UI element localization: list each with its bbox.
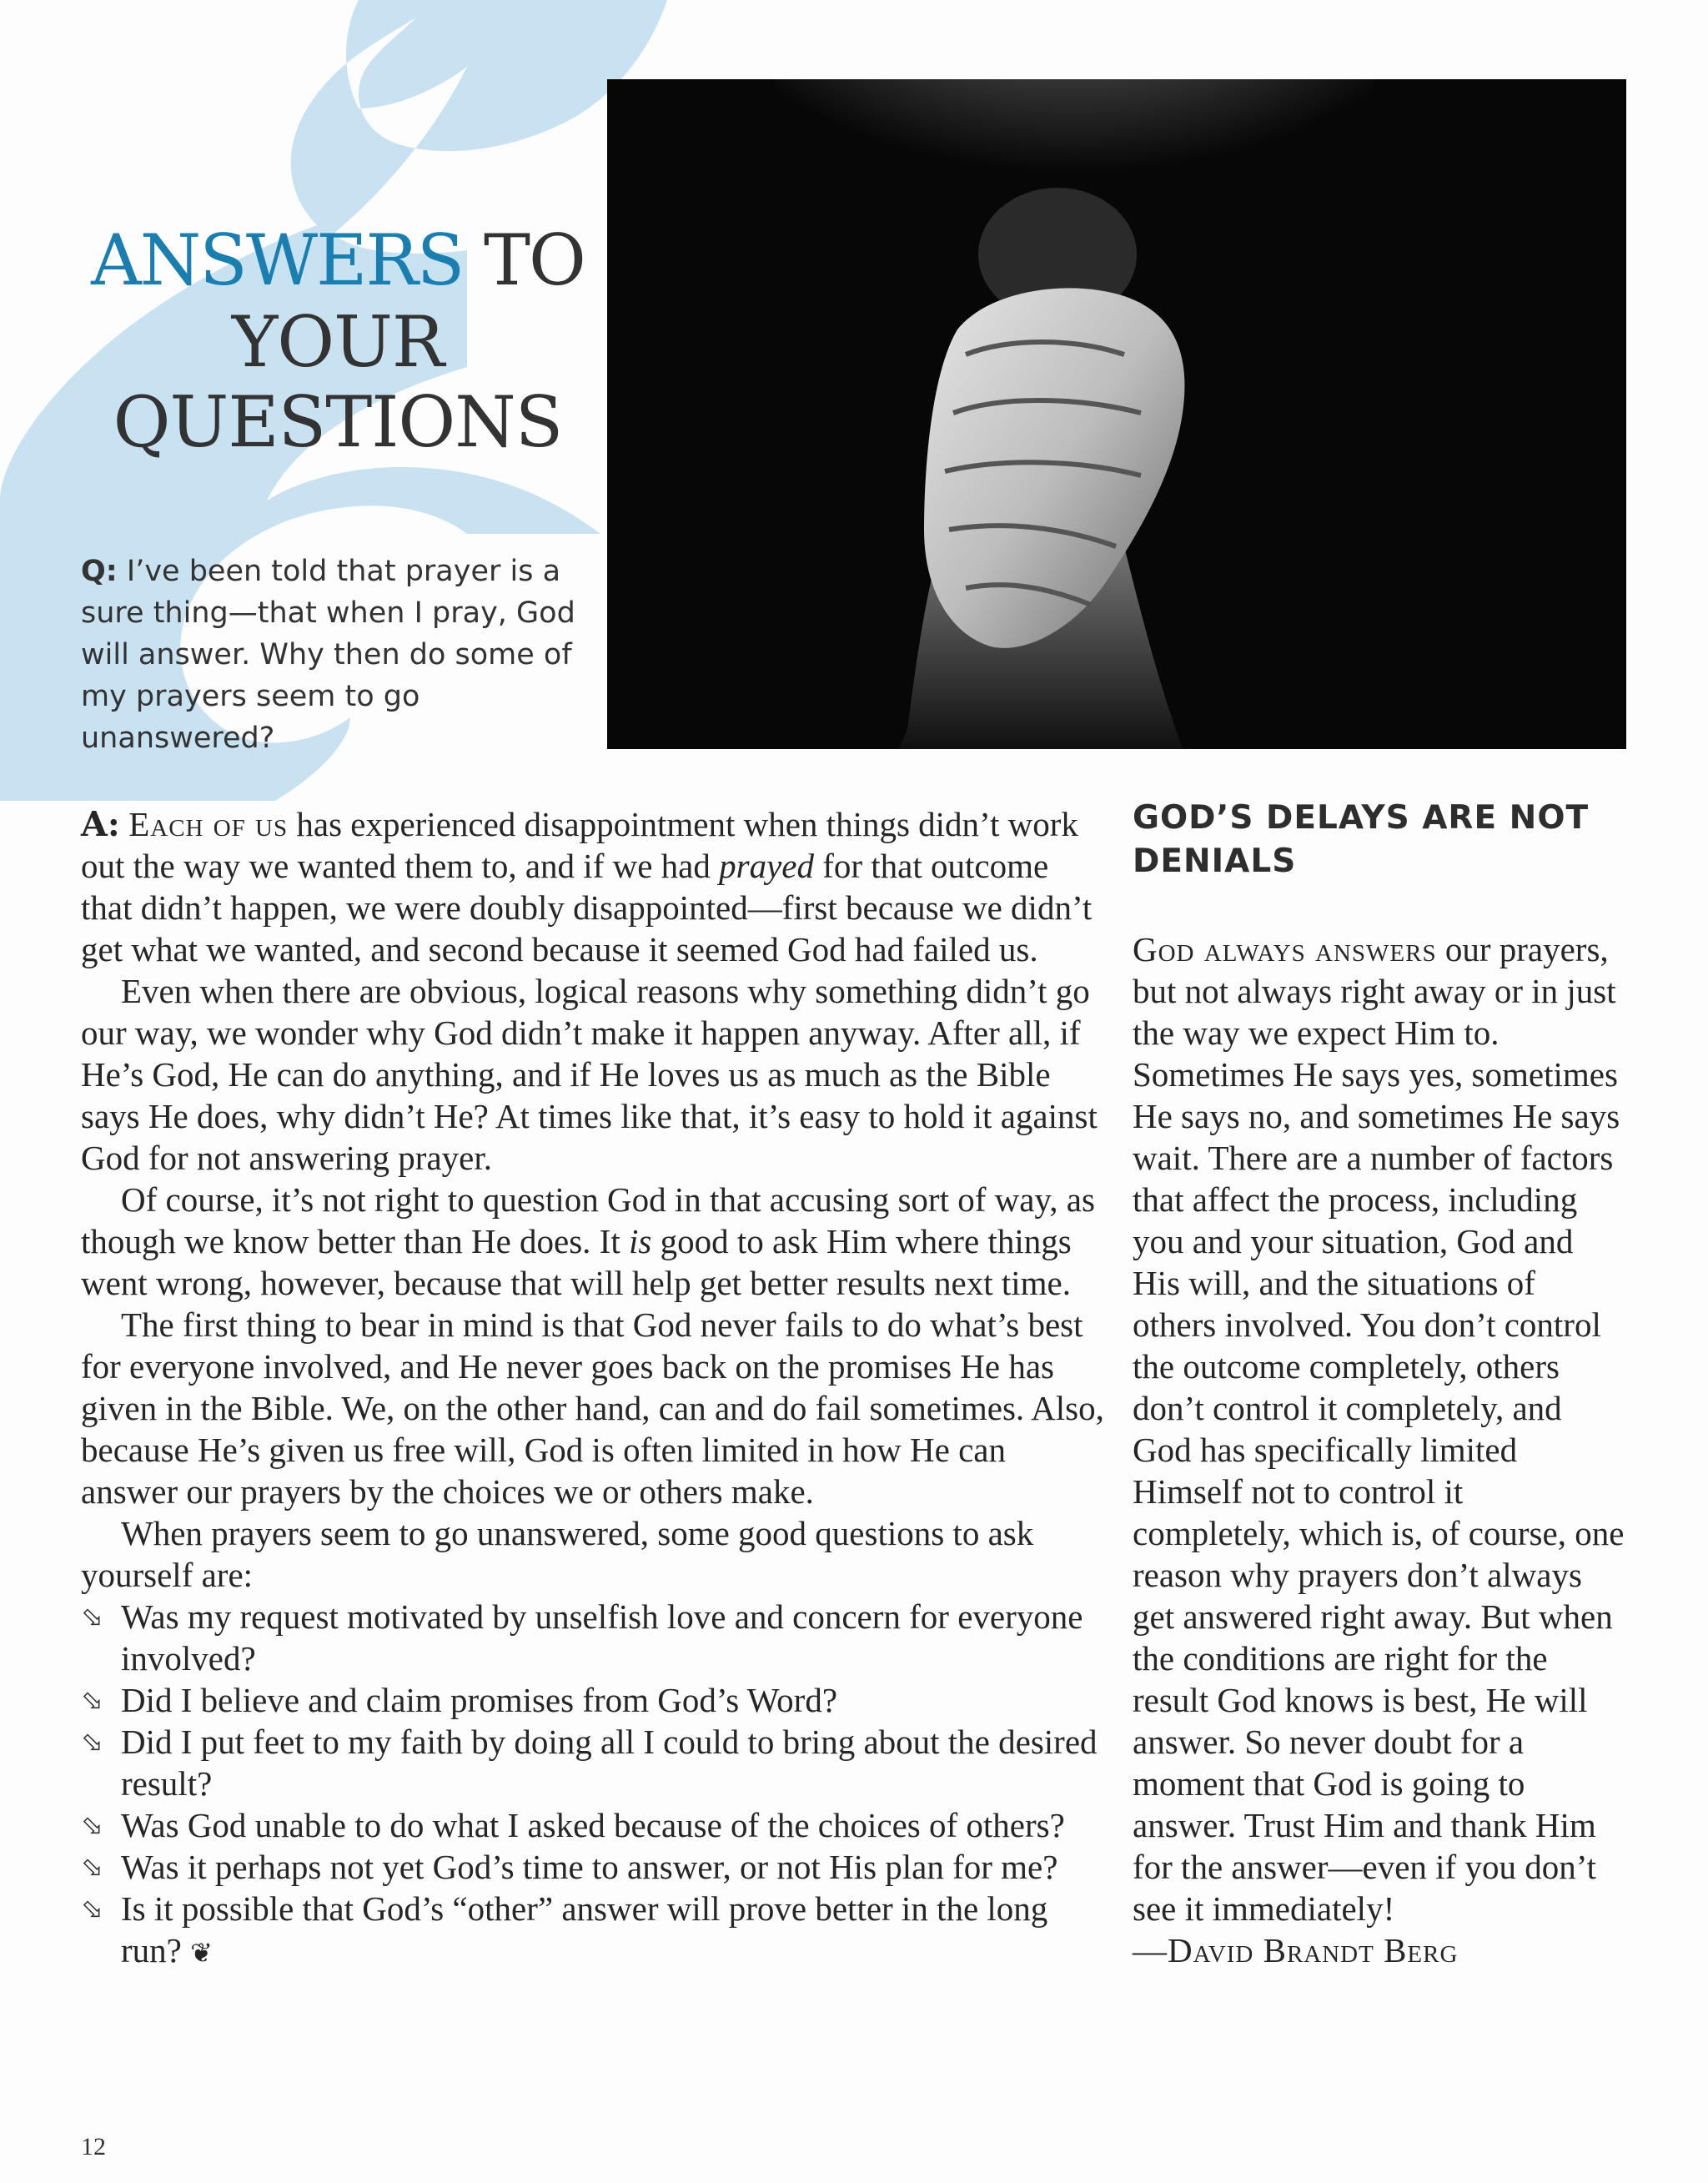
list-item [81,1888,1107,1974]
arrow-bullet-icon: ⬂ [81,1684,103,1716]
question-label: Q: [81,555,118,588]
arrow-bullet-icon: ⬂ [81,1809,103,1841]
answer-p1-end: for that outcome that didn’t happen, we were doubly disappointed—first because we didn’t get what we wanted, and second because it seemed God had failed us. [81,847,1093,968]
sidebar-body: our prayers, but not always right away or in just the way we expect Him to. Sometimes He says yes, sometimes He says no, and sometimes He says wait. There are a number of factors that affect the process, including you and your situation, God and His will, and the situations of others involved. You don’t control the outcome completely, others don’t control it completely, and God has specifically limited Himself not to control it completely, which is, of course, one reason why prayers don’t always get answered right away. But when the conditions are right for the result God knows is best, He will answer. So never doubt for a moment that God is going to answer. Trust Him and thank Him for the answer—even if you don’t see it immediately! [1133,930,1625,1928]
page-title [79,219,596,462]
answer-paragraph-5: When prayers seem to go unanswered, some good questions to ask yourself are: [81,1514,1034,1594]
answer-paragraph-1 [81,803,1107,970]
answer-paragraph-3 [81,1179,1107,1304]
arrow-bullet-icon: ⬂ [81,1726,103,1758]
answer-label: A: [81,804,120,844]
sidebar-heading: GOD’S DELAYS ARE NOT DENIALS [1133,799,1590,880]
title-to: TO [463,219,585,301]
title-answers: ANSWERS [91,219,464,301]
list-item-text: Is it possible that God’s “other” answer will prove better in the long run? [121,1889,1048,1969]
list-item [81,1596,1107,1679]
attribution: —David Brandt Berg [1133,1931,1459,1969]
title-your: YOUR [231,301,445,383]
end-ornament-icon: ❦ [190,1937,213,1969]
praying-hands-photo [607,79,1626,749]
answer-article [81,803,1107,1974]
answer-lead-in: Each of us [128,805,289,843]
sidebar-article [1133,928,1625,1971]
reader-question [81,551,598,759]
list-item [81,1679,1107,1721]
title-questions: QUESTIONS [113,381,563,463]
answer-paragraph-4: The first thing to bear in mind is that God never fails to do what’s best for everyone involved, and He never goes back on the promises He has given in the Bible. We, on the other hand, can and do fail sometimes. Also, because He’s given us free will, God is often limited in how He can answer our prayers by the choices we or others make. [81,1305,1104,1511]
list-item [81,1721,1107,1804]
question-list [81,1596,1107,1974]
answer-p3-end: good to ask Him where things went wrong, however, because that will help get better results next time. [81,1222,1072,1302]
answer-paragraph-2: Even when there are obvious, logical reasons why something didn’t go our way, we wonder why God didn’t make it happen anyway. After all, if He’s God, He can do anything, and if He loves us as much as the Bible says He does, why didn’t He? At times like that, it’s easy to hold it against God for not answering prayer. [81,972,1098,1177]
list-item-text: Did I put feet to my faith by doing all I could to bring about the desired result? [121,1723,1098,1803]
answer-p1-text: has experienced disappointment when things didn’t work out the way we wanted them to, and if we had [81,805,1078,885]
list-item-text: Was it perhaps not yet God’s time to answer, or not His plan for me? [121,1848,1058,1886]
page-number: 12 [81,2133,106,2160]
list-item-text: Did I believe and claim promises from God’s Word? [121,1681,838,1719]
answer-p3-text: Of course, it’s not right to question God in that accusing sort of way, as though we know better than He does. It [81,1180,1095,1260]
list-item-text: Was my request motivated by unselfish love and concern for everyone involved? [121,1597,1083,1677]
arrow-bullet-icon: ⬂ [81,1601,103,1632]
arrow-bullet-icon: ⬂ [81,1851,103,1883]
sidebar-lead-in: God always answers [1133,930,1437,968]
praying-hands-illustration [607,79,1626,749]
arrow-bullet-icon: ⬂ [81,1893,103,1924]
answer-p1-emphasis: prayed [719,847,814,885]
list-item-text: Was God unable to do what I asked because of the choices of others? [121,1806,1065,1844]
list-item [81,1846,1107,1888]
question-text: I’ve been told that prayer is a sure thing—that when I pray, God will answer. Why then do some of my prayers seem to go unanswered? [81,555,575,755]
sidebar-paragraph [1133,928,1625,1929]
list-item [81,1804,1107,1846]
answer-p3-emphasis: is [628,1222,652,1260]
